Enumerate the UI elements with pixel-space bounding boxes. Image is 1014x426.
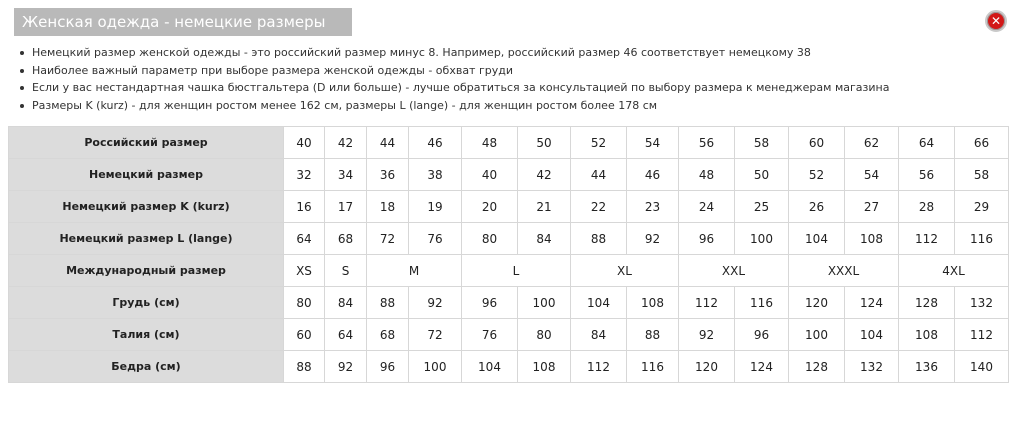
table-cell: 26 — [789, 191, 845, 223]
table-cell: 46 — [409, 127, 462, 159]
table-cell: 40 — [284, 127, 325, 159]
table-cell: 18 — [367, 191, 409, 223]
table-cell: 68 — [367, 319, 409, 351]
table-cell: 21 — [518, 191, 571, 223]
table-cell: 104 — [462, 351, 518, 383]
table-cell: 32 — [284, 159, 325, 191]
table-cell: 88 — [571, 223, 627, 255]
table-cell: 120 — [679, 351, 735, 383]
table-cell: 104 — [789, 223, 845, 255]
table-cell: 108 — [627, 287, 679, 319]
table-cell: XL — [571, 255, 679, 287]
table-cell: 42 — [518, 159, 571, 191]
table-row — [9, 159, 1009, 191]
window-title-text: Женская одежда - немецкие размеры — [22, 13, 326, 31]
table-cell: 88 — [367, 287, 409, 319]
table-cell: 116 — [955, 223, 1009, 255]
table-row — [9, 191, 1009, 223]
table-cell: 84 — [518, 223, 571, 255]
table-row — [9, 319, 1009, 351]
table-row — [9, 287, 1009, 319]
table-row — [9, 255, 1009, 287]
table-cell: 104 — [571, 287, 627, 319]
table-row — [9, 223, 1009, 255]
table-cell: 124 — [735, 351, 789, 383]
table-cell: 72 — [367, 223, 409, 255]
window-title — [14, 8, 352, 36]
table-cell: 50 — [518, 127, 571, 159]
table-cell: 44 — [571, 159, 627, 191]
table-cell: 80 — [284, 287, 325, 319]
table-cell: 60 — [789, 127, 845, 159]
table-cell: 132 — [845, 351, 899, 383]
close-button[interactable] — [985, 10, 1007, 32]
table-cell: 92 — [325, 351, 367, 383]
table-cell: 20 — [462, 191, 518, 223]
table-cell: 108 — [845, 223, 899, 255]
table-cell: 68 — [325, 223, 367, 255]
table-cell: 88 — [284, 351, 325, 383]
row-header: Международный размер — [9, 255, 284, 287]
table-cell: 54 — [845, 159, 899, 191]
table-cell: 100 — [789, 319, 845, 351]
row-header: Российский размер — [9, 127, 284, 159]
table-cell: 50 — [735, 159, 789, 191]
table-cell: 96 — [679, 223, 735, 255]
note-item: Если у вас нестандартная чашка бюстгальтера (D или больше) - лучше обратиться за консультацией по выбору размера к менеджерам магазина — [18, 79, 889, 97]
note-item: Размеры K (kurz) - для женщин ростом менее 162 см, размеры L (lange) - для женщин ростом более 178 см — [18, 97, 889, 115]
size-table — [8, 126, 1009, 383]
notes-list — [18, 44, 889, 114]
table-cell: 66 — [955, 127, 1009, 159]
table-cell: 64 — [899, 127, 955, 159]
row-header: Грудь (см) — [9, 287, 284, 319]
table-row — [9, 351, 1009, 383]
table-cell: 56 — [679, 127, 735, 159]
table-cell: 16 — [284, 191, 325, 223]
table-cell: M — [367, 255, 462, 287]
table-cell: 34 — [325, 159, 367, 191]
row-header: Немецкий размер K (kurz) — [9, 191, 284, 223]
table-cell: 140 — [955, 351, 1009, 383]
table-cell: 92 — [627, 223, 679, 255]
table-cell: 48 — [462, 127, 518, 159]
table-cell: 112 — [955, 319, 1009, 351]
table-cell: 92 — [679, 319, 735, 351]
table-cell: 84 — [571, 319, 627, 351]
table-cell: 108 — [899, 319, 955, 351]
table-cell: 112 — [899, 223, 955, 255]
table-cell: XXL — [679, 255, 789, 287]
table-cell: 72 — [409, 319, 462, 351]
table-cell: 104 — [845, 319, 899, 351]
table-cell: 52 — [571, 127, 627, 159]
table-cell: 46 — [627, 159, 679, 191]
table-cell: 80 — [518, 319, 571, 351]
table-cell: 108 — [518, 351, 571, 383]
table-cell: 29 — [955, 191, 1009, 223]
table-cell: 112 — [679, 287, 735, 319]
table-cell: 96 — [462, 287, 518, 319]
row-header: Талия (см) — [9, 319, 284, 351]
table-cell: 48 — [679, 159, 735, 191]
table-cell: 96 — [735, 319, 789, 351]
table-cell: 92 — [409, 287, 462, 319]
table-cell: 62 — [845, 127, 899, 159]
table-cell: 120 — [789, 287, 845, 319]
table-cell: S — [325, 255, 367, 287]
table-cell: 38 — [409, 159, 462, 191]
table-row — [9, 127, 1009, 159]
table-cell: 100 — [518, 287, 571, 319]
table-cell: 58 — [955, 159, 1009, 191]
table-cell: 64 — [325, 319, 367, 351]
table-cell: 128 — [789, 351, 845, 383]
row-header: Немецкий размер L (lange) — [9, 223, 284, 255]
table-cell: 24 — [679, 191, 735, 223]
table-cell: 124 — [845, 287, 899, 319]
table-cell: 76 — [409, 223, 462, 255]
table-cell: 116 — [627, 351, 679, 383]
table-cell: 80 — [462, 223, 518, 255]
table-cell: 96 — [367, 351, 409, 383]
table-cell: 25 — [735, 191, 789, 223]
table-cell: 58 — [735, 127, 789, 159]
table-cell: 76 — [462, 319, 518, 351]
table-cell: 84 — [325, 287, 367, 319]
table-cell: 42 — [325, 127, 367, 159]
table-cell: 100 — [735, 223, 789, 255]
table-cell: 28 — [899, 191, 955, 223]
table-cell: 36 — [367, 159, 409, 191]
table-cell: XS — [284, 255, 325, 287]
table-cell: 44 — [367, 127, 409, 159]
table-cell: 52 — [789, 159, 845, 191]
table-cell: L — [462, 255, 571, 287]
table-cell: 100 — [409, 351, 462, 383]
note-item: Немецкий размер женской одежды - это российский размер минус 8. Например, российский размер 46 соответствует немецкому 38 — [18, 44, 889, 62]
table-cell: 4XL — [899, 255, 1009, 287]
table-cell: 88 — [627, 319, 679, 351]
table-cell: 60 — [284, 319, 325, 351]
table-cell: 27 — [845, 191, 899, 223]
table-cell: 128 — [899, 287, 955, 319]
note-item: Наиболее важный параметр при выборе размера женской одежды - обхват груди — [18, 62, 889, 80]
table-cell: 23 — [627, 191, 679, 223]
table-cell: 56 — [899, 159, 955, 191]
table-cell: 116 — [735, 287, 789, 319]
table-cell: 112 — [571, 351, 627, 383]
table-cell: XXXL — [789, 255, 899, 287]
table-cell: 40 — [462, 159, 518, 191]
table-cell: 17 — [325, 191, 367, 223]
row-header: Немецкий размер — [9, 159, 284, 191]
table-cell: 132 — [955, 287, 1009, 319]
close-icon: ✕ — [990, 14, 1002, 28]
table-cell: 64 — [284, 223, 325, 255]
table-cell: 54 — [627, 127, 679, 159]
table-cell: 136 — [899, 351, 955, 383]
table-cell: 22 — [571, 191, 627, 223]
table-cell: 19 — [409, 191, 462, 223]
row-header: Бедра (см) — [9, 351, 284, 383]
